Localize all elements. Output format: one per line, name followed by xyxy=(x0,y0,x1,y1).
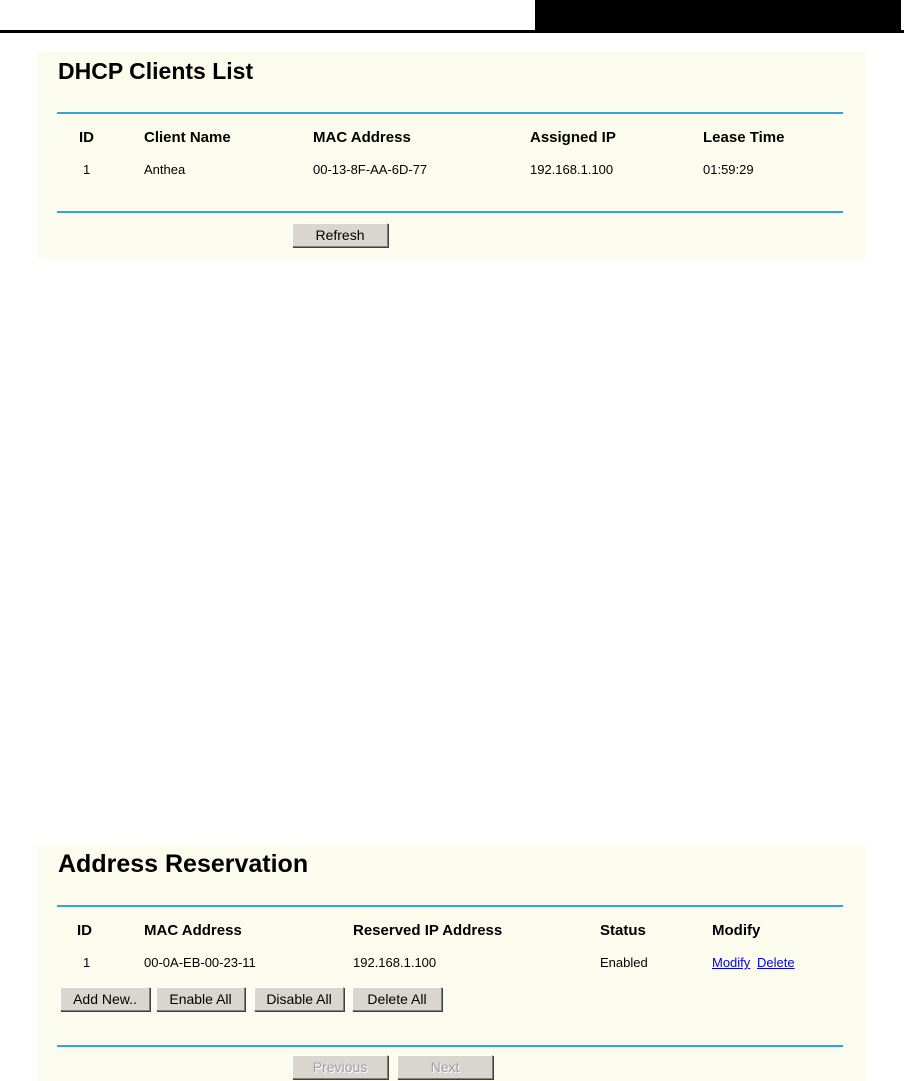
col-header-status: Status xyxy=(600,922,646,939)
address-reservation-top-rule xyxy=(57,905,843,907)
col-header-mac-address: MAC Address xyxy=(313,129,411,146)
dhcp-clients-top-rule xyxy=(57,112,843,114)
header-rule xyxy=(0,30,904,33)
address-reservation-title: Address Reservation xyxy=(58,850,309,878)
refresh-button[interactable]: Refresh xyxy=(292,223,388,247)
header-black-block xyxy=(535,0,901,33)
enable-all-button[interactable]: Enable All xyxy=(156,987,245,1011)
client-lease-time: 01:59:29 xyxy=(703,162,754,177)
dhcp-clients-bottom-rule xyxy=(57,211,843,213)
delete-all-button[interactable]: Delete All xyxy=(352,987,442,1011)
client-mac: 00-13-8F-AA-6D-77 xyxy=(313,162,428,177)
col-header-id: ID xyxy=(77,922,92,939)
modify-link[interactable]: Modify xyxy=(712,955,751,970)
reservation-id: 1 xyxy=(83,955,91,970)
next-button[interactable]: Next xyxy=(397,1055,493,1079)
col-header-id: ID xyxy=(79,129,94,146)
dhcp-clients-title: DHCP Clients List xyxy=(58,58,254,84)
reservation-mac: 00-0A-EB-00-23-11 xyxy=(144,955,256,970)
address-reservation-panel xyxy=(37,845,866,1081)
col-header-assigned-ip: Assigned IP xyxy=(530,129,616,146)
col-header-mac-address: MAC Address xyxy=(144,922,242,939)
client-name: Anthea xyxy=(144,162,186,177)
col-header-reserved-ip: Reserved IP Address xyxy=(353,922,503,939)
address-reservation-bottom-rule xyxy=(57,1045,843,1047)
client-ip: 192.168.1.100 xyxy=(530,162,614,177)
client-id: 1 xyxy=(83,162,91,177)
delete-link[interactable]: Delete xyxy=(757,955,795,970)
add-new-button[interactable]: Add New.. xyxy=(60,987,150,1011)
previous-button[interactable]: Previous xyxy=(292,1055,388,1079)
reservation-status: Enabled xyxy=(600,955,648,970)
col-header-modify: Modify xyxy=(712,922,761,939)
reservation-ip: 192.168.1.100 xyxy=(353,955,437,970)
disable-all-button[interactable]: Disable All xyxy=(254,987,344,1011)
dhcp-clients-panel xyxy=(37,52,866,259)
col-header-lease-time: Lease Time xyxy=(703,129,785,146)
col-header-client-name: Client Name xyxy=(144,129,231,146)
